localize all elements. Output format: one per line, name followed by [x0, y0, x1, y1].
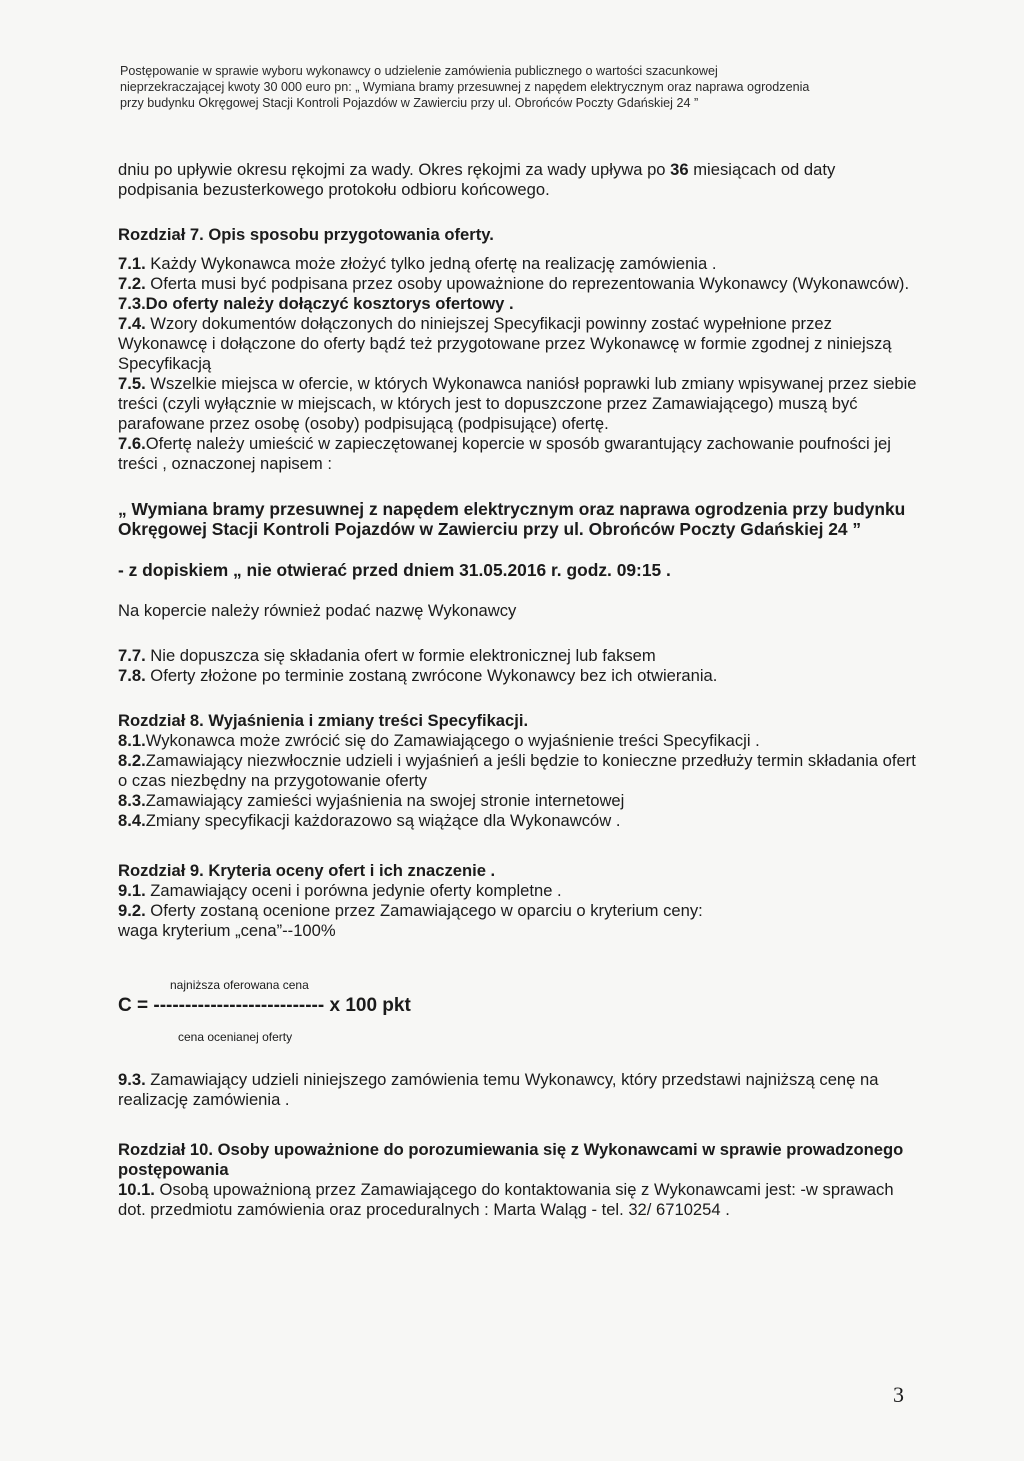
paragraph-8-3: 8.3.Zamawiający zamieści wyjaśnienia na swojej stronie internetowej [118, 791, 625, 810]
chapter-8-title: Rozdział 8. Wyjaśnienia i zmiany treści Specyfikacji. [118, 711, 529, 730]
envelope-notice: - z dopiskiem „ nie otwierać przed dniem 31.05.2016 r. godz. 09:15 . [118, 560, 671, 580]
page-number: 3 [893, 1382, 904, 1407]
paragraph-7-8: 7.8. Oferty złożone po terminie zostaną zwrócone Wykonawcy bez ich otwierania. [118, 666, 718, 685]
paragraph-7-4: 7.4. Wzory dokumentów dołączonych do niniejszej Specyfikacji powinny zostać wypełnione przez Wykonawcę i dołączone do oferty bądź też przygotowane przez Wykonawcę w formie zgodnej z niniejszą Specyfikacją [118, 314, 892, 373]
paragraph-7-5: 7.5. Wszelkie miejsca w ofercie, w których Wykonawca naniósł poprawki lub zmiany wpisywanej przez siebie treści (czyli wyłącznie w miejscach, w których jest to dopuszczone przez Zamawiającego) muszą być parafowane przez osobę (osoby) podpisującą (podpisujące) ofertę. [118, 374, 917, 433]
criterion-weight: waga kryterium „cena”--100% [118, 921, 336, 940]
intro-paragraph: dniu po upływie okresu rękojmi za wady. Okres rękojmi za wady upływa po 36 miesiącach od daty podpisania bezusterkowego protokołu odbioru końcowego. [118, 160, 836, 199]
paragraph-8-1: 8.1.Wykonawca może zwrócić się do Zamawiającego o wyjaśnienie treści Specyfikacji . [118, 731, 760, 750]
header-line: Postępowanie w sprawie wyboru wykonawcy o udzielenie zamówienia publicznego o wartości szacunkowej [120, 64, 718, 78]
envelope-title: „ Wymiana bramy przesuwnej z napędem elektrycznym oraz naprawa ogrodzenia przy budynku Okręgowej Stacji Kontroli Pojazdów w Zawierciu przy ul. Obrońców Poczty Gdańskiej 24 ” [118, 499, 906, 539]
paragraph-7-1: 7.1. Każdy Wykonawca może złożyć tylko jedną ofertę na realizację zamówienia . [118, 254, 717, 273]
formula-line: C = --------------------------- x 100 pkt [118, 995, 411, 1016]
paragraph-7-7: 7.7. Nie dopuszcza się składania ofert w formie elektronicznej lub faksem [118, 646, 656, 665]
page-content [118, 160, 918, 1220]
chapter-10-title: Rozdział 10. Osoby upoważnione do porozumiewania się z Wykonawcami w sprawie prowadzonego postępowania [118, 1140, 904, 1179]
paragraph-10-1: 10.1. Osobą upoważnioną przez Zamawiającego do kontaktowania się z Wykonawcami jest: -w sprawach dot. przedmiotu zamówienia oraz proceduralnych : Marta Waląg - tel. 32/ 6710254 . [118, 1180, 894, 1219]
chapter-7-title: Rozdział 7. Opis sposobu przygotowania oferty. [118, 225, 494, 244]
header-line: przy budynku Okręgowej Stacji Kontroli Pojazdów w Zawierciu przy ul. Obrońców Poczty Gdańskiej 24 ” [120, 96, 699, 110]
paragraph-7-2: 7.2. Oferta musi być podpisana przez osoby upoważnione do reprezentowania Wykonawcy (Wykonawców). [118, 274, 910, 293]
envelope-name-note: Na kopercie należy również podać nazwę Wykonawcy [118, 601, 517, 620]
chapter-9-title: Rozdział 9. Kryteria oceny ofert i ich znaczenie . [118, 861, 496, 880]
formula-numerator: najniższa oferowana cena [170, 978, 309, 992]
price-formula [118, 971, 918, 1049]
paragraph-9-1: 9.1. Zamawiający oceni i porówna jedynie oferty kompletne . [118, 881, 562, 900]
paragraph-9-2: 9.2. Oferty zostaną ocenione przez Zamawiającego w oparciu o kryterium ceny: [118, 901, 703, 920]
formula-denominator: cena ocenianej oferty [178, 1030, 293, 1044]
page-header [120, 63, 910, 111]
paragraph-8-4: 8.4.Zmiany specyfikacji każdorazowo są wiążące dla Wykonawców . [118, 811, 621, 830]
paragraph-7-3: 7.3.Do oferty należy dołączyć kosztorys ofertowy . [118, 294, 514, 313]
paragraph-8-2: 8.2.Zamawiający niezwłocznie udzieli i wyjaśnień a jeśli będzie to konieczne przedłuży termin składania ofert o czas niezbędny na przygotowanie oferty [118, 751, 916, 790]
header-line: nieprzekraczającej kwoty 30 000 euro pn: „ Wymiana bramy przesuwnej z napędem elektrycznym oraz naprawa ogrodzenia [120, 80, 810, 94]
paragraph-7-6: 7.6.Ofertę należy umieścić w zapieczętowanej kopercie w sposób gwarantujący zachowanie poufności jej treści , oznaczonej napisem : [118, 434, 891, 473]
paragraph-9-3: 9.3. Zamawiający udzieli niniejszego zamówienia temu Wykonawcy, który przedstawi najniższą cenę na realizację zamówienia . [118, 1070, 879, 1109]
